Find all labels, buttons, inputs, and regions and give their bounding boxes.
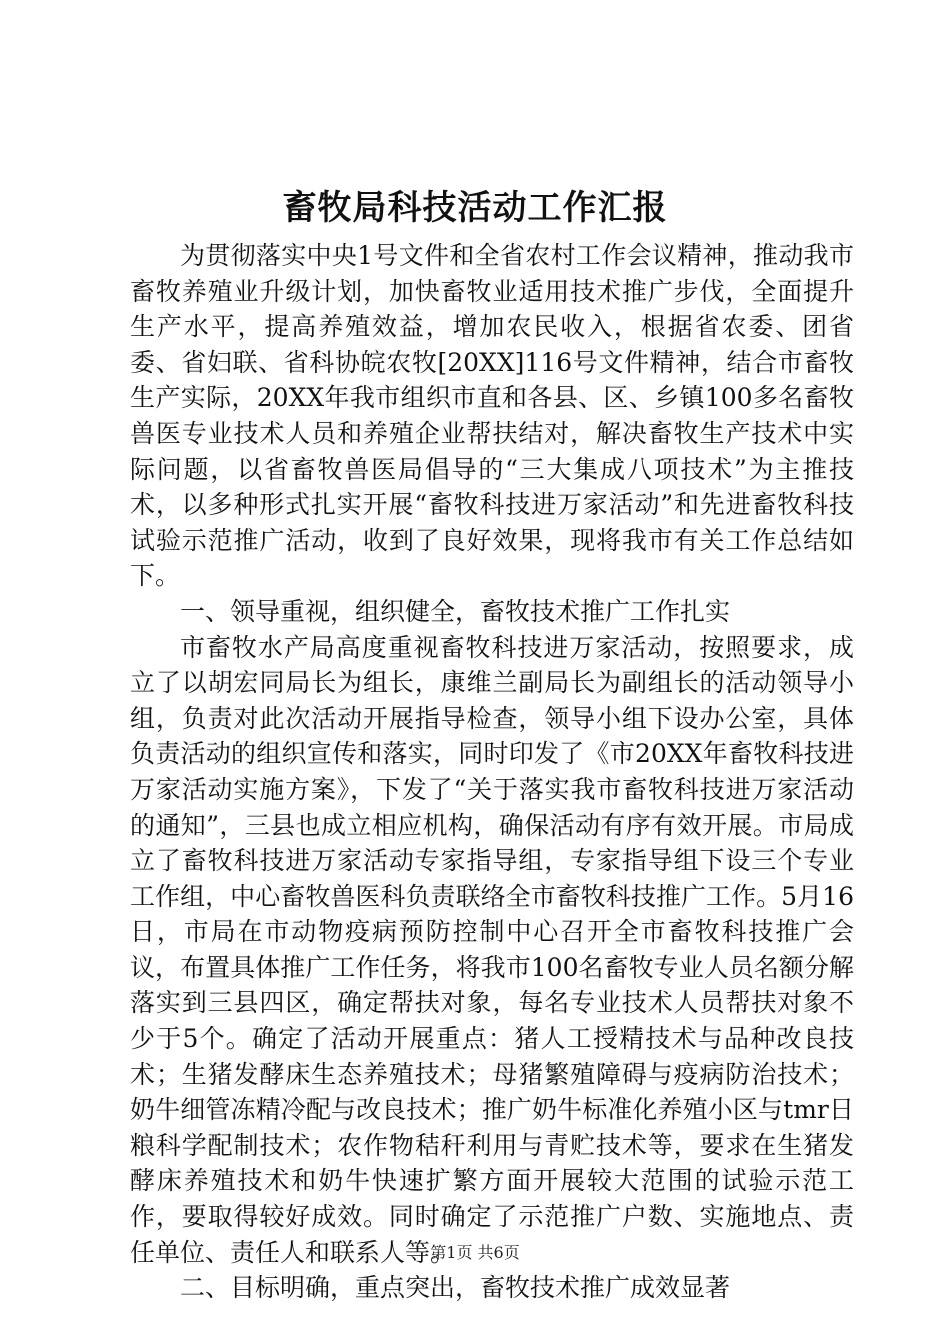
section-1-paragraph: 市畜牧水产局高度重视畜牧科技进万家活动，按照要求，成立了以胡宏同局长为组长，康维兰副局长为副组长的活动领导小组，负责对此次活动开展指导检查，领导小组下设办公室，具体负责活动的组织宣传和落实，同时印发了《市20XX年畜牧科技进万家活动实施方案》，下发了“关于落实我市畜牧科技进万家活动的通知”，三县也成立相应机构，确保活动有序有效开展。市局成立了畜牧科技进万家活动专家指导组，专家指导组下设三个专业工作组，中心畜牧兽医科负责联络全市畜牧科技推广工作。5月16日，市局在市动物疫病预防控制中心召开全市畜牧科技推广会议，布置具体推广工作任务，将我市100名畜牧专业人员名额分解落实到三县四区，确定帮扶对象，每名专业技术人员帮扶对象不少于5个。确定了活动开展重点：猪人工授精技术与品种改良技术；生猪发酵床生态养殖技术；母猪繁殖障碍与疫病防治技术；奶牛细管冻精冷配与改良技术；推广奶牛标准化养殖小区与tmr日粮科学配制技术；农作物秸秆利用与青贮技术等，要求在生猪发酵床养殖技术和奶牛快速扩繁方面开展较大范围的试验示范工作，要取得较好成效。同时确定了示范推广户数、实施地点、责任单位、责任人和联系人等。: [130, 632, 854, 1267]
document-title: 畜牧局科技活动工作汇报: [282, 188, 668, 228]
page-number-footer: 第1页 共6页: [430, 1243, 520, 1262]
intro-paragraph: 为贯彻落实中央1号文件和全省农村工作会议精神，推动我市畜牧养殖业升级计划，加快畜牧业适用技术推广步伐，全面提升生产水平，提高养殖效益，增加农民收入，根据省农委、团省委、省妇联、省科协皖农牧[20XX]116号文件精神，结合市畜牧生产实际，20XX年我市组织市直和各县、区、乡镇100多名畜牧兽医专业技术人员和养殖企业帮扶结对，解决畜牧生产技术中实际问题，以省畜牧兽医局倡导的“三大集成八项技术”为主推技术，以多种形式扎实开展“畜牧科技进万家活动”和先进畜牧科技试验示范推广活动，收到了良好效果，现将我市有关工作总结如下。: [130, 241, 854, 591]
document-body: [130, 238, 854, 1306]
section-heading-1: 一、领导重视，组织健全，畜牧技术推广工作扎实: [180, 596, 731, 626]
section-heading-2: 二、目标明确，重点突出，畜牧技术推广成效显著: [180, 1273, 731, 1303]
